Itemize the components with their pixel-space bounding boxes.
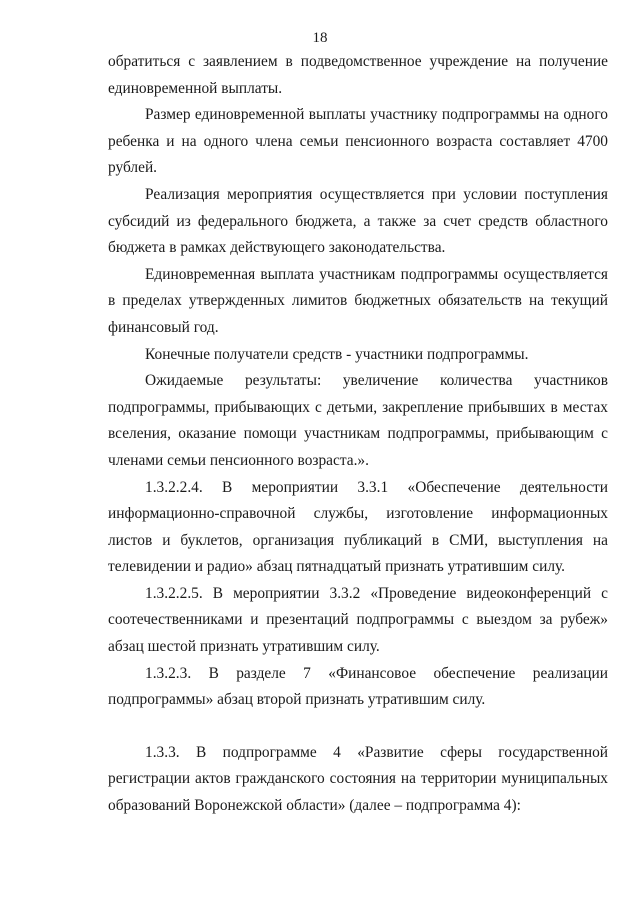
document-body [108, 49, 608, 820]
paragraph: Единовременная выплата участникам подпрограммы осуществляется в пределах утвержденных лимитов бюджетных обязательств на текущий финансовый год. [108, 265, 608, 336]
paragraph: 1.3.3. В подпрограмме 4 «Развитие сферы государственной регистрации актов гражданского состояния на территории муниципальных образований Воронежской области» (далее – подпрограмма 4): [108, 743, 608, 815]
paragraph: Ожидаемые результаты: увеличение количества участников подпрограммы, прибывающих с детьми, закрепление прибывших в местах вселения, оказание помощи участникам подпрограммы, прибывающим с членами семьи пенсионного возраста.». [108, 372, 608, 469]
paragraph: обратиться с заявлением в подведомственное учреждение на получение единовременной выплаты. [108, 53, 608, 97]
paragraph: Реализация мероприятия осуществляется при условии поступления субсидий из федерального бюджета, а также за счет средств областного бюджета в рамках действующего законодательства. [108, 185, 608, 257]
paragraph: 1.3.2.2.5. В мероприятии 3.3.2 «Проведение видеоконференций с соотечественниками и презентаций подпрограммы с выездом за рубеж» абзац шестой признать утратившим силу. [108, 584, 608, 656]
paragraph: 1.3.2.3. В разделе 7 «Финансовое обеспечение реализации подпрограммы» абзац второй признать утратившим силу. [108, 664, 608, 709]
page-number: 18 [312, 30, 328, 46]
paragraph: Конечные получатели средств - участники подпрограммы. [145, 345, 529, 363]
paragraph: Размер единовременной выплаты участнику подпрограммы на одного ребенка и на одного члена семьи пенсионного возраста составляет 4700 рублей. [108, 106, 608, 177]
paragraph: 1.3.2.2.4. В мероприятии 3.3.1 «Обеспечение деятельности информационно-справочной службы, изготовление информационных листов и буклетов, организация публикаций в СМИ, выступления на телевидении и радио» абзац пятнадцатый признать утратившим силу. [108, 478, 608, 576]
